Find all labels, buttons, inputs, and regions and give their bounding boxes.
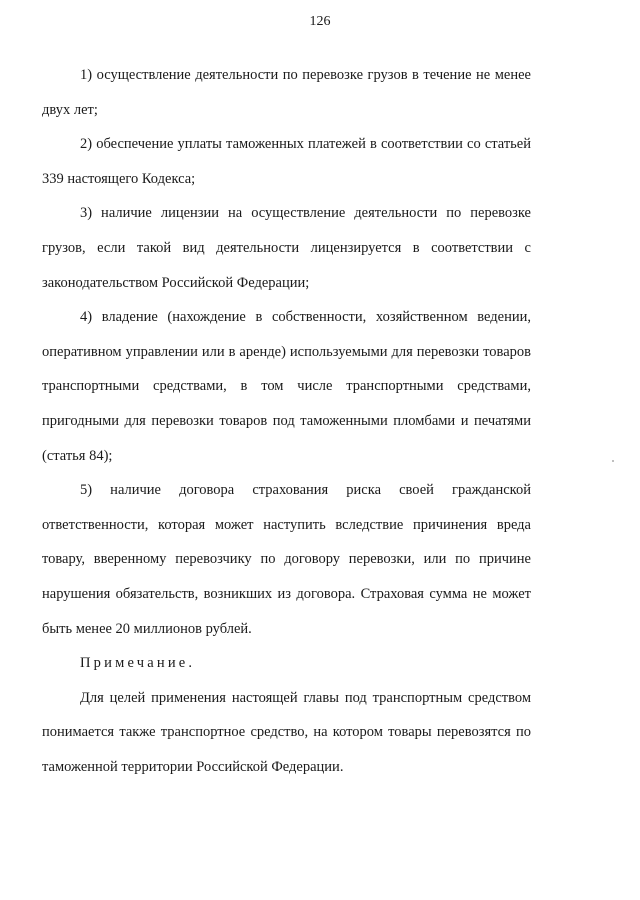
list-item-4: 4) владение (нахождение в собственности, хозяйственном ведении, оперативном управлении или в аренде) используемыми для перевозки товаров транспортными средствами, в том числе транспортными средствами, пригодными для перевозки товаров под таможенными пломбами и печатями (статья 84); [42, 309, 531, 464]
note-heading: Примечание. [80, 655, 196, 672]
scan-speck [612, 460, 614, 462]
note-text: Для целей применения настоящей главы под транспортным средством понимается также транспортное средство, на котором товары перевозятся по таможенной территории Российской Федерации. [42, 689, 531, 775]
list-item-1: 1) осуществление деятельности по перевозке грузов в течение не менее двух лет; [42, 67, 531, 118]
document-body [42, 58, 531, 784]
list-item-3: 3) наличие лицензии на осуществление деятельности по перевозке грузов, если такой вид деятельности лицензируется в соответствии с законодательством Российской Федерации; [42, 205, 531, 291]
page-number: 126 [309, 14, 331, 29]
list-item-2: 2) обеспечение уплаты таможенных платежей в соответствии со статьей 339 настоящего Кодекса; [42, 136, 531, 187]
list-item-5: 5) наличие договора страхования риска своей гражданской ответственности, которая может наступить вследствие причинения вреда товару, вверенному перевозчику по договору перевозки, или по причине нарушения обязательств, возникших из договора. Страховая сумма не может быть менее 20 миллионов рублей. [42, 482, 531, 637]
